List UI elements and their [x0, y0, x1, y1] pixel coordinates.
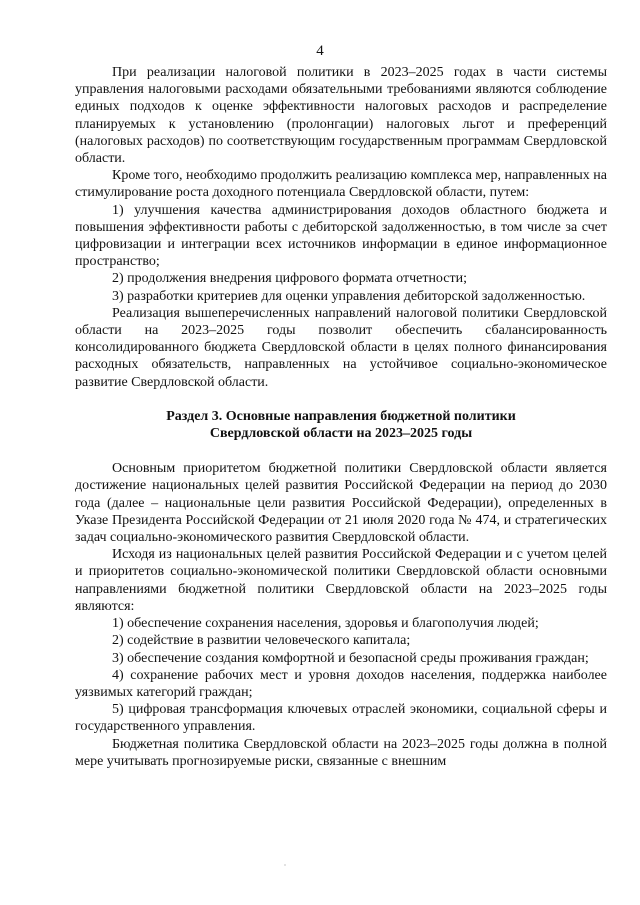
- spacer: [75, 391, 607, 408]
- paragraph-budget-priority: Основным приоритетом бюджетной политики Свердловской области является достижение национальных целей развития Российской Федерации на период до 2030 года (далее – национальные цели развития Российской Федерации), определенных в Указе Президента Российской Федерации от 21 июля 2020 года № 474, и стратегических задач социально-экономического развития Свердловской области.: [75, 461, 607, 546]
- direction-item-3: 3) обеспечение создания комфортной и безопасной среды проживания граждан;: [112, 650, 589, 666]
- section-title-line-2: Свердловской области на 2023–2025 годы: [209, 426, 473, 442]
- scan-dot: [284, 864, 286, 866]
- section-title-line-1: Раздел 3. Основные направления бюджетной политики: [166, 408, 516, 424]
- list-item-2: 2) продолжения внедрения цифрового формата отчетности;: [112, 271, 467, 287]
- page-number: 4: [316, 43, 324, 59]
- list-item-1: 1) улучшения качества администрирования доходов областного бюджета и повышения эффективности работы с дебиторской задолженностью, в том числе за счет цифровизации и интеграции всех источников информации в единое информационное пространство;: [75, 202, 607, 270]
- paragraph-tax-expenditures: При реализации налоговой политики в 2023–2025 годах в части системы управления налоговыми расходами обязательными требованиями являются соблюдение единых подходов к оценке эффективности налоговых расходов и распределение планируемых к установлению (пролонгации) налоговых льгот и преференций (налоговых расходов) по соответствующим государственным программам Свердловской области.: [75, 65, 607, 167]
- paragraph-revenue-measures: Кроме того, необходимо продолжить реализацию комплекса мер, направленных на стимулирование роста доходного потенциала Свердловской области, путем:: [75, 168, 607, 201]
- direction-item-1: 1) обеспечение сохранения населения, здоровья и благополучия людей;: [112, 616, 539, 632]
- paragraph-budget-directions-intro: Исходя из национальных целей развития Российской Федерации и с учетом целей и приоритетов социально-экономической политики Свердловской области основными направлениями бюджетной политики Свердловской области на 2023–2025 годы являются:: [75, 547, 607, 614]
- paragraph-budget-risks: Бюджетная политика Свердловской области на 2023–2025 годы должна в полной мере учитывать прогнозируемые риски, связанные с внешним: [75, 736, 607, 769]
- direction-item-5: 5) цифровая трансформация ключевых отраслей экономики, социальной сферы и государственного управления.: [75, 702, 607, 735]
- document-body: [75, 64, 607, 770]
- spacer: [75, 442, 607, 460]
- direction-item-2: 2) содействие в развитии человеческого капитала;: [112, 633, 411, 649]
- paragraph-tax-policy-summary: Реализация вышеперечисленных направлений налоговой политики Свердловской области на 2023–2025 годы позволит обеспечить сбалансированность консолидированного бюджета Свердловской области в целях полного финансирования расходных обязательств, направленных на устойчивое социально-экономическое развитие Свердловской области.: [75, 305, 607, 390]
- direction-item-4: 4) сохранение рабочих мест и уровня доходов населения, поддержка наиболее уязвимых категорий граждан;: [75, 667, 607, 700]
- list-item-3: 3) разработки критериев для оценки управления дебиторской задолженностью.: [112, 288, 586, 304]
